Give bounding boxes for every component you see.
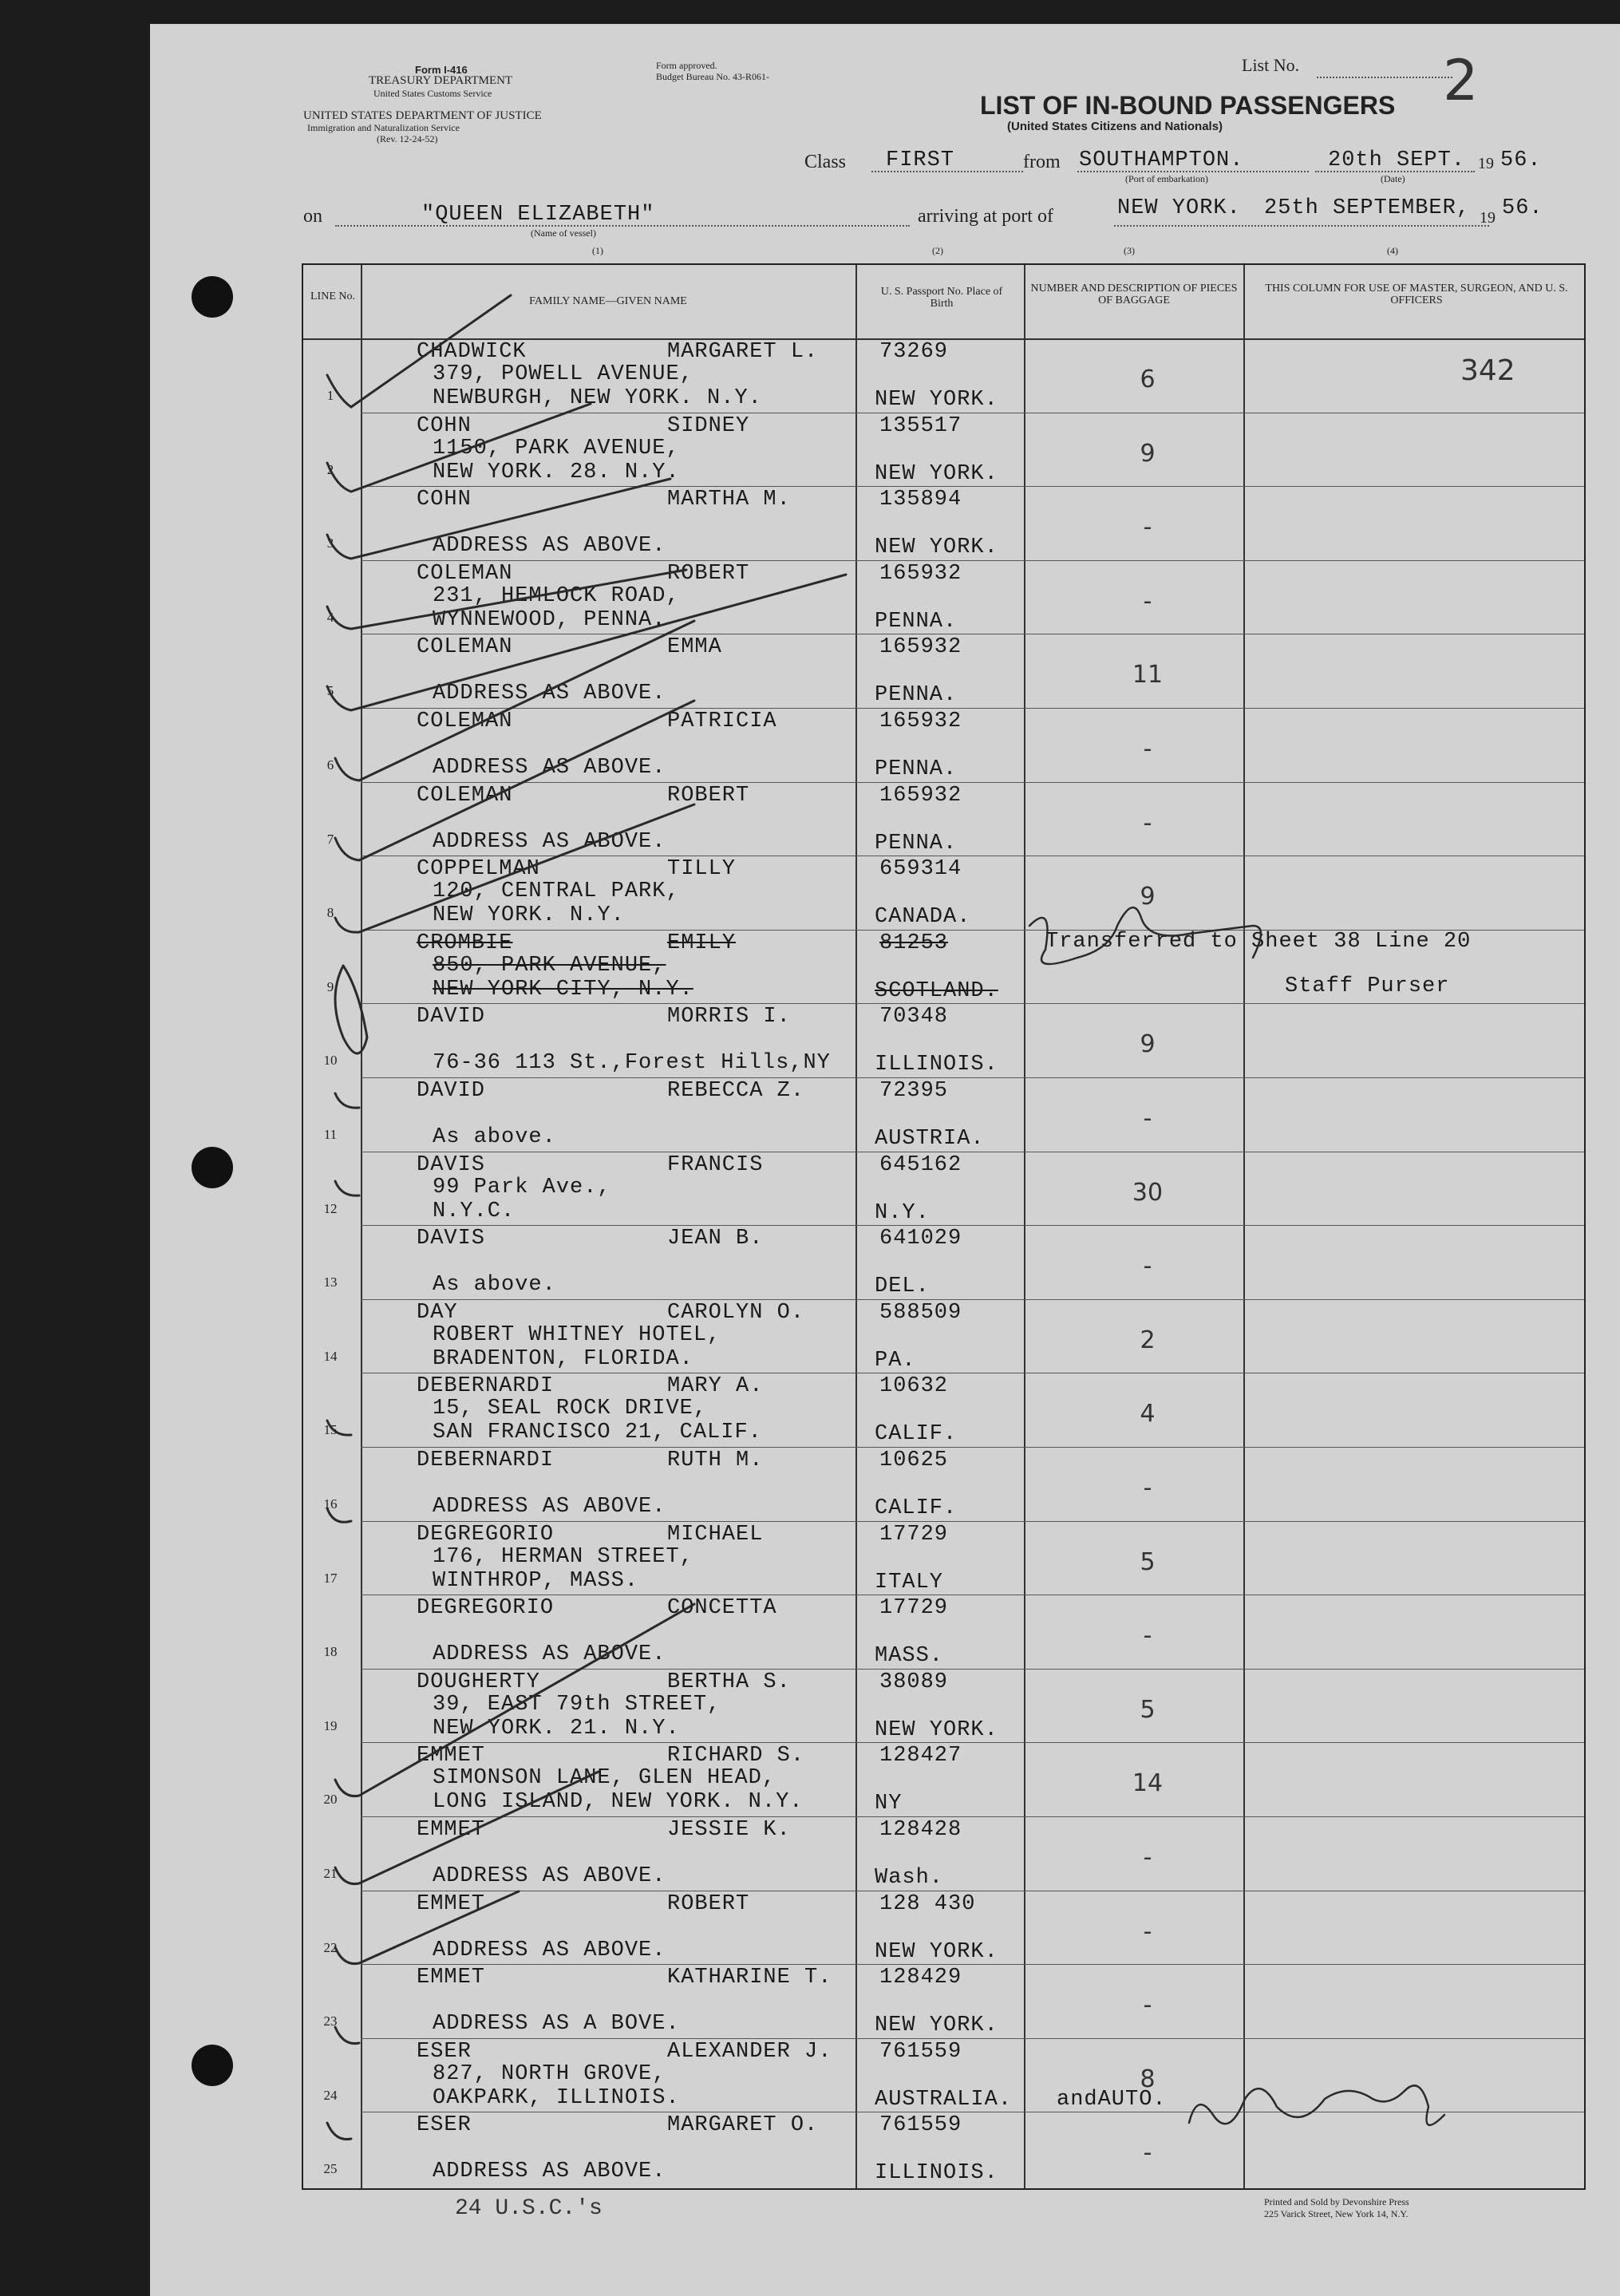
given-name: MARGARET O.	[667, 2113, 819, 2138]
given-name: ROBERT	[667, 783, 750, 808]
document-subtitle: (United States Citizens and Nationals)	[1007, 120, 1223, 133]
address-line-2: As above.	[433, 1125, 556, 1149]
place-of-birth: AUSTRIA.	[875, 1127, 985, 1151]
given-name: MARGARET L.	[667, 340, 819, 364]
address-line-2: NEW YORK. 21. N.Y.	[433, 1716, 680, 1741]
list-no-label: List No.	[1242, 55, 1300, 75]
baggage-count: -	[1143, 1252, 1152, 1281]
family-name: EMMET	[417, 1891, 486, 1916]
punch-hole-bottom	[192, 2045, 233, 2086]
passport-number: 659314	[879, 857, 962, 882]
line-number: 23	[323, 2013, 338, 2029]
document-title: LIST OF IN-BOUND PASSENGERS	[980, 91, 1396, 120]
family-name: COLEMAN	[417, 709, 513, 733]
address-line-2: ADDRESS AS ABOVE.	[433, 1495, 666, 1519]
family-name: DEBERNARDI	[417, 1448, 555, 1472]
passport-number: 761559	[879, 2039, 962, 2064]
family-name: COHN	[417, 413, 472, 438]
embark-date: 20th SEPT.	[1328, 148, 1466, 172]
passport-number: 38089	[879, 1670, 949, 1694]
arrival-port: NEW YORK.	[1117, 196, 1241, 220]
col-header-baggage: NUMBER AND DESCRIPTION OF PIECES OF BAGGAGE	[1030, 283, 1238, 306]
place-of-birth: Wash.	[875, 1866, 944, 1890]
line-number: 2	[326, 461, 334, 477]
family-name: DAY	[417, 1300, 458, 1325]
given-name: PATRICIA	[667, 709, 777, 733]
baggage-count: 4	[1140, 1400, 1156, 1429]
family-name: CHADWICK	[417, 340, 527, 364]
line-number: 8	[326, 905, 334, 921]
given-name: CONCETTA	[667, 1596, 777, 1621]
address-line-2: 76-36 113 St.,Forest Hills,NY	[433, 1051, 831, 1076]
line-number: 5	[326, 683, 334, 699]
table-row	[303, 560, 1584, 634]
passenger-table	[302, 263, 1586, 2190]
family-name: DAVIS	[417, 1227, 486, 1251]
passport-number: 645162	[879, 1152, 962, 1177]
date-caption: (Date)	[1381, 173, 1405, 184]
address-line-2: NEW YORK. 28. N.Y.	[433, 460, 680, 484]
embark-caption: (Port of embarkation)	[1125, 173, 1208, 184]
baggage-count: 2	[1140, 1326, 1156, 1354]
address-line-2: N.Y.C.	[433, 1199, 516, 1223]
passport-number: 128427	[879, 1744, 962, 1768]
address-line-1: 15, SEAL ROCK DRIVE,	[433, 1397, 708, 1421]
given-name: RUTH M.	[667, 1448, 764, 1472]
family-name: COLEMAN	[417, 635, 513, 660]
line-number: 11	[323, 1127, 338, 1142]
passport-number: 135517	[879, 413, 962, 438]
address-line-1: 176, HERMAN STREET,	[433, 1544, 693, 1569]
address-line-2: ADDRESS AS ABOVE.	[433, 829, 666, 854]
place-of-birth: DEL.	[875, 1274, 930, 1299]
family-name: EMMET	[417, 1966, 486, 1990]
col-num-3: (3)	[1124, 245, 1135, 256]
baggage-count: -	[1143, 513, 1152, 542]
baggage-count: -	[1143, 587, 1152, 615]
table-row	[303, 1299, 1584, 1373]
passport-number: 165932	[879, 635, 962, 660]
given-name: ROBERT	[667, 1891, 750, 1916]
given-name: REBECCA Z.	[667, 1079, 805, 1103]
address-line-1: SIMONSON LANE, GLEN HEAD,	[433, 1766, 776, 1791]
vessel-caption: (Name of vessel)	[531, 227, 596, 239]
address-line-2: As above.	[433, 1273, 556, 1298]
given-name: FRANCIS	[667, 1152, 764, 1177]
table-row	[303, 1447, 1584, 1521]
list-no-value: 2	[1443, 48, 1479, 113]
given-name: BERTHA S.	[667, 1670, 791, 1694]
printer-line-1: Printed and Sold by Devonshire Press	[1264, 2196, 1409, 2207]
passport-number: 165932	[879, 561, 962, 586]
address-line-1: 120, CENTRAL PARK,	[433, 879, 680, 904]
place-of-birth: NEW YORK.	[875, 1939, 998, 1964]
form-approved: Form approved.	[656, 60, 717, 71]
baggage-extra: andAUTO.	[1057, 2087, 1167, 2112]
baggage-count: 30	[1132, 1178, 1164, 1207]
given-name: TILLY	[667, 857, 737, 882]
passport-number: 10632	[879, 1374, 949, 1399]
place-of-birth: N.Y.	[875, 1200, 930, 1225]
line-number: 21	[323, 1866, 338, 1881]
address-line-2: SAN FRANCISCO 21, CALIF.	[433, 1421, 762, 1445]
address-line-1: 231, HEMLOCK ROAD,	[433, 583, 680, 608]
address-line-2: NEWBURGH, NEW YORK. N.Y.	[433, 386, 762, 410]
treasury-dept: TREASURY DEPARTMENT	[369, 74, 513, 87]
given-name: MORRIS I.	[667, 1005, 791, 1029]
table-row	[303, 856, 1584, 930]
table-row	[303, 413, 1584, 487]
passport-number: 128 430	[879, 1891, 976, 1916]
address-line-2: ADDRESS AS ABOVE.	[433, 1864, 666, 1888]
table-row	[303, 338, 1584, 413]
address-line-2: ADDRESS AS A BOVE.	[433, 2012, 680, 2037]
col-header-name: FAMILY NAME—GIVEN NAME	[529, 295, 687, 307]
line-number: 10	[323, 1053, 338, 1069]
place-of-birth: PENNA.	[875, 683, 958, 708]
line-number: 22	[323, 1939, 338, 1955]
place-of-birth: ITALY	[875, 1570, 944, 1595]
family-name: DAVID	[417, 1079, 486, 1103]
table-row	[303, 2112, 1584, 2186]
place-of-birth: SCOTLAND.	[875, 978, 998, 1003]
family-name: DEBERNARDI	[417, 1374, 555, 1399]
passport-number: 72395	[879, 1079, 949, 1103]
table-row	[303, 1003, 1584, 1077]
passport-number: 81253	[879, 931, 949, 955]
line-number: 20	[323, 1792, 338, 1808]
passport-number: 761559	[879, 2113, 962, 2138]
place-of-birth: NEW YORK.	[875, 461, 998, 486]
passport-number: 128428	[879, 1818, 962, 1842]
vessel-name: "QUEEN ELIZABETH"	[421, 203, 655, 227]
baggage-count: 11	[1132, 661, 1164, 690]
form-number: Form I-416	[415, 64, 468, 76]
ins-name: Immigration and Naturalization Service	[307, 122, 460, 133]
table-row	[303, 1669, 1584, 1743]
baggage-count: 5	[1140, 1695, 1156, 1724]
family-name: CROMBIE	[417, 931, 513, 955]
given-name: JESSIE K.	[667, 1818, 791, 1842]
from-label: from	[1023, 152, 1061, 172]
line-number: 7	[326, 831, 334, 847]
arrival-date: 25th SEPTEMBER,	[1264, 196, 1471, 220]
baggage-count: -	[1143, 1844, 1152, 1871]
place-of-birth: NEW YORK.	[875, 535, 998, 560]
place-of-birth: NEW YORK.	[875, 1717, 998, 1742]
address-line-2: WYNNEWOOD, PENNA.	[433, 607, 666, 632]
baggage-count: -	[1143, 1622, 1152, 1650]
baggage-count: 6	[1140, 366, 1156, 393]
baggage-count: -	[1143, 808, 1152, 837]
address-line-2: OAKPARK, ILLINOIS.	[433, 2085, 680, 2110]
class-value: FIRST	[886, 148, 955, 172]
address-line-1: 379, POWELL AVENUE,	[433, 362, 693, 386]
table-row	[303, 634, 1584, 708]
line-number: 25	[323, 2161, 338, 2177]
baggage-count: 9	[1140, 439, 1156, 468]
baggage-count: -	[1143, 1474, 1152, 1502]
passport-number: 165932	[879, 709, 962, 733]
col-num-2: (2)	[932, 245, 943, 256]
on-label: on	[303, 206, 322, 227]
line-number: 17	[323, 1570, 338, 1586]
address-line-2: ADDRESS AS ABOVE.	[433, 1642, 666, 1667]
place-of-birth: PENNA.	[875, 757, 958, 781]
table-row	[303, 1373, 1584, 1447]
table-row	[303, 2038, 1584, 2112]
purser-note: Staff Purser	[1285, 974, 1450, 998]
col-header-passport: U. S. Passport No. Place of Birth	[880, 286, 1003, 310]
passport-number: 10625	[879, 1448, 949, 1472]
place-of-birth: PENNA.	[875, 831, 958, 856]
punch-hole-middle	[192, 1147, 233, 1188]
budget-bureau: Budget Bureau No. 43-R061-	[656, 71, 769, 82]
family-name: ESER	[417, 2113, 472, 2138]
address-line-2: BRADENTON, FLORIDA.	[433, 1346, 693, 1371]
address-line-1: 850, PARK AVENUE,	[433, 953, 666, 978]
place-of-birth: CALIF.	[875, 1422, 958, 1447]
col-num-4: (4)	[1387, 245, 1398, 256]
line-number: 4	[326, 609, 334, 625]
family-name: COLEMAN	[417, 783, 513, 808]
passport-number: 17729	[879, 1596, 949, 1621]
line-number: 24	[323, 2087, 338, 2103]
line-number: 16	[323, 1496, 338, 1512]
family-name: EMMET	[417, 1818, 486, 1842]
address-line-2: ADDRESS AS ABOVE.	[433, 534, 666, 559]
family-name: DAVID	[417, 1005, 486, 1029]
table-row	[303, 1077, 1584, 1152]
line-number: 14	[323, 1348, 338, 1364]
col-header-line-no: LINE No.	[310, 290, 355, 302]
family-name: DEGREGORIO	[417, 1596, 555, 1621]
form-revision: (Rev. 12-24-52)	[377, 133, 438, 144]
justice-dept: UNITED STATES DEPARTMENT OF JUSTICE	[303, 109, 542, 122]
given-name: CAROLYN O.	[667, 1300, 805, 1325]
place-of-birth: NY	[875, 1792, 903, 1816]
line-number: 18	[323, 1644, 338, 1660]
table-row	[303, 1225, 1584, 1299]
arrival-year: 56.	[1502, 196, 1543, 220]
table-row	[303, 1742, 1584, 1816]
address-line-2: NEW YORK CITY, N.Y.	[433, 977, 693, 1002]
line-number: 12	[323, 1200, 338, 1216]
table-row	[303, 1152, 1584, 1226]
address-line-1: 99 Park Ave.,	[433, 1175, 611, 1199]
given-name: SIDNEY	[667, 413, 750, 438]
table-row	[303, 486, 1584, 560]
table-row	[303, 782, 1584, 856]
address-line-2: LONG ISLAND, NEW YORK. N.Y.	[433, 1790, 804, 1815]
line-number: 9	[326, 978, 334, 994]
place-of-birth: PENNA.	[875, 609, 958, 634]
passport-number: 641029	[879, 1227, 962, 1251]
line-number: 19	[323, 1717, 338, 1733]
given-name: RICHARD S.	[667, 1744, 805, 1768]
baggage-count: -	[1143, 2139, 1152, 2168]
passport-number: 165932	[879, 783, 962, 808]
place-of-birth: NEW YORK.	[875, 2013, 998, 2038]
address-line-2: ADDRESS AS ABOVE.	[433, 2160, 666, 2184]
table-row	[303, 708, 1584, 782]
baggage-count: 5	[1140, 1547, 1156, 1576]
place-of-birth: PA.	[875, 1348, 916, 1373]
officer-note: 342	[1460, 354, 1515, 387]
table-row	[303, 1964, 1584, 2038]
given-name: EMILY	[667, 931, 737, 955]
given-name: ALEXANDER J.	[667, 2039, 832, 2064]
arriving-label: arriving at port of	[918, 206, 1053, 227]
place-of-birth: NEW YORK.	[875, 388, 998, 412]
given-name: ROBERT	[667, 561, 750, 586]
table-row	[303, 1595, 1584, 1669]
baggage-count: 9	[1140, 1030, 1156, 1059]
punch-hole-top	[192, 276, 233, 318]
baggage-count: 14	[1132, 1769, 1164, 1798]
place-of-birth: AUSTRALIA.	[875, 2087, 1013, 2112]
family-name: DEGREGORIO	[417, 1522, 555, 1547]
printer-line-2: 225 Varick Street, New York 14, N.Y.	[1264, 2208, 1409, 2219]
col-header-officers: THIS COLUMN FOR USE OF MASTER, SURGEON, AND U. S. OFFICERS	[1265, 283, 1568, 306]
address-line-2: ADDRESS AS ABOVE.	[433, 756, 666, 780]
family-name: COPPELMAN	[417, 857, 540, 882]
line-number: 3	[326, 535, 334, 551]
address-line-2: ADDRESS AS ABOVE.	[433, 682, 666, 706]
passport-number: 17729	[879, 1522, 949, 1547]
embark-year-prefix: 19	[1478, 155, 1494, 172]
table-row	[303, 1891, 1584, 1965]
class-label: Class	[804, 152, 847, 172]
baggage-count: 8	[1140, 2065, 1156, 2093]
place-of-birth: ILLINOIS.	[875, 1053, 998, 1077]
given-name: EMMA	[667, 635, 722, 660]
family-name: DOUGHERTY	[417, 1670, 540, 1694]
given-name: KATHARINE T.	[667, 1966, 832, 1990]
given-name: MARTHA M.	[667, 488, 791, 512]
address-line-1: 39, EAST 79th STREET,	[433, 1692, 721, 1717]
place-of-birth: CALIF.	[875, 1496, 958, 1520]
table-row	[303, 1521, 1584, 1595]
address-line-2: WINTHROP, MASS.	[433, 1568, 639, 1593]
passport-number: 73269	[879, 340, 949, 364]
line-number: 13	[323, 1274, 338, 1290]
list-no-line	[1317, 77, 1452, 78]
address-line-2: NEW YORK. N.Y.	[433, 903, 625, 928]
family-name: DAVIS	[417, 1152, 486, 1177]
col-num-1: (1)	[592, 245, 603, 256]
table-row	[303, 930, 1584, 1004]
passport-number: 135894	[879, 488, 962, 512]
table-row	[303, 1816, 1584, 1891]
baggage-count: -	[1143, 1917, 1152, 1946]
address-line-1: 827, NORTH GROVE,	[433, 2061, 666, 2086]
passport-number: 588509	[879, 1300, 962, 1325]
line-number: 15	[323, 1422, 338, 1438]
passport-number: 70348	[879, 1005, 949, 1029]
passport-number: 128429	[879, 1966, 962, 1990]
line-number: 6	[326, 757, 334, 773]
baggage-count: -	[1143, 1105, 1152, 1132]
embark-year: 56.	[1500, 148, 1542, 172]
place-of-birth: CANADA.	[875, 905, 971, 930]
given-name: MARY A.	[667, 1374, 764, 1399]
given-name: MICHAEL	[667, 1522, 764, 1547]
address-line-2: ADDRESS AS ABOVE.	[433, 1938, 666, 1962]
family-name: COLEMAN	[417, 561, 513, 586]
place-of-birth: ILLINOIS.	[875, 2161, 998, 2186]
family-name: EMMET	[417, 1744, 486, 1768]
address-line-1: 1150, PARK AVENUE,	[433, 436, 680, 460]
citizen-count: 24 U.S.C.'s	[455, 2196, 603, 2221]
baggage-count: -	[1143, 735, 1152, 763]
place-of-birth: MASS.	[875, 1644, 944, 1669]
baggage-count: 9	[1140, 883, 1156, 911]
customs-service: United States Customs Service	[373, 88, 492, 99]
arrival-line	[1114, 225, 1489, 227]
given-name: JEAN B.	[667, 1227, 764, 1251]
arrival-year-prefix: 19	[1480, 209, 1496, 227]
embarkation-port: SOUTHAMPTON.	[1079, 148, 1244, 172]
address-line-1: ROBERT WHITNEY HOTEL,	[433, 1322, 721, 1347]
baggage-count: -	[1143, 1991, 1152, 2020]
line-number: 1	[326, 388, 334, 403]
transfer-note: Transferred to Sheet 38 Line 20	[1045, 929, 1472, 954]
family-name: COHN	[417, 488, 472, 512]
family-name: ESER	[417, 2039, 472, 2064]
